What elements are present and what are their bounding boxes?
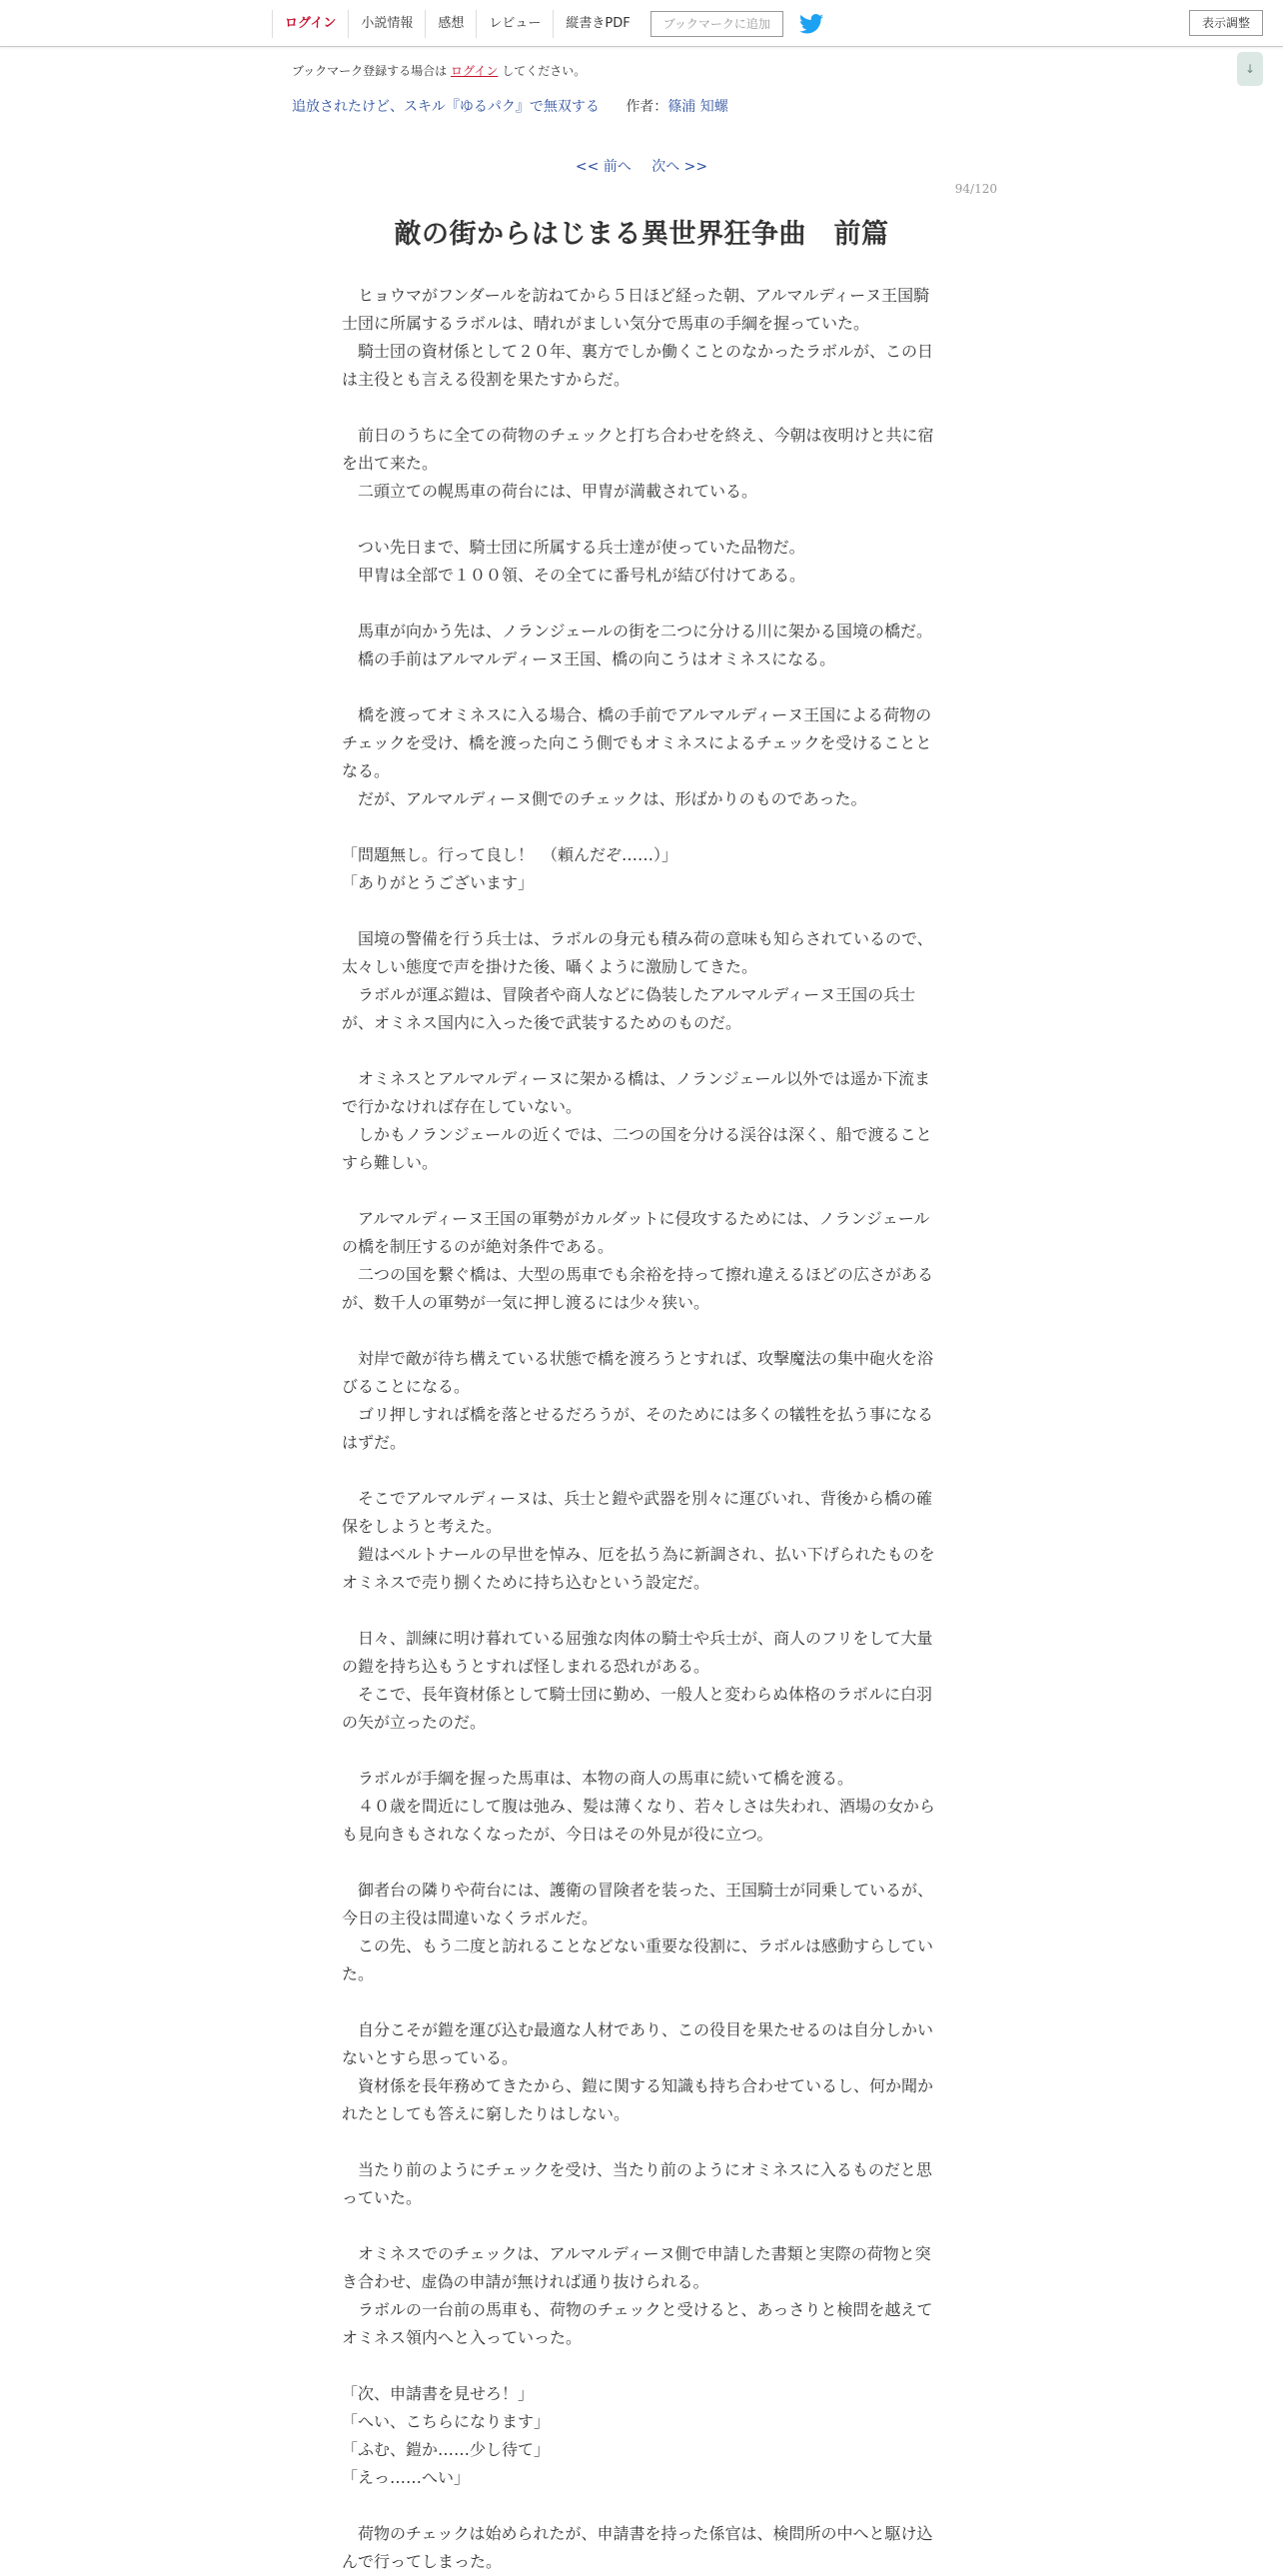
blank-line: [342, 1317, 935, 1345]
login-note-before: ブックマーク登録する場合は: [292, 64, 448, 78]
login-note-link[interactable]: ログイン: [451, 64, 499, 78]
blank-line: [342, 1597, 935, 1625]
blank-line: [342, 897, 935, 925]
bookmark-login-note: [292, 62, 586, 79]
body-paragraph: 御者台の隣りや荷台には、護衛の冒険者を装った、王国騎士が同乗しているが、今日の主役は間違いなくラボルだ。: [342, 1881, 934, 1928]
body-paragraph: 橋を渡ってオミネスに入る場合、橋の手前でアルマルディーヌ王国による荷物のチェックを受け、橋を渡った向こう側でもオミネスによるチェックを受けることとなる。: [342, 705, 932, 780]
login-note-after: してください。: [502, 64, 587, 78]
body-paragraph: 「ふむ、鎧か……少し待て」: [342, 2440, 551, 2459]
body-paragraph: この先、もう二度と訪れることなどない重要な役割に、ラボルは感動すらしていた。: [342, 1936, 934, 1983]
blank-line: [342, 1177, 935, 1205]
scroll-down-button[interactable]: ↓: [1237, 52, 1263, 86]
body-paragraph: 当たり前のようにチェックを受け、当たり前のようにオミネスに入るものだと思っていた。: [342, 2160, 932, 2207]
body-paragraph: 自分こそが鎧を運び込む最適な人材であり、この役目を果たせるのは自分しかいないとすら思っている。: [342, 2020, 934, 2067]
body-paragraph: 甲冑は全部で１００領、その全てに番号札が結び付けてある。: [342, 566, 806, 585]
next-episode-link[interactable]: 次へ >>: [651, 159, 708, 175]
body-paragraph: ４０歳を間近にして腹は弛み、髪は薄くなり、若々しさは失われ、酒場の女からも見向きもされなくなったが、今日はその外見が役に立つ。: [342, 1797, 935, 1844]
body-paragraph: 騎士団の資材係として２０年、裏方でしか働くことのなかったラボルが、この日は主役とも言える役割を果たすからだ。: [342, 342, 934, 389]
body-paragraph: 「問題無し。行って良し！ （頼んだぞ……）」: [342, 845, 678, 864]
novel-title-link[interactable]: 追放されたけど、スキル『ゆるパク』で無双する: [292, 99, 600, 115]
display-settings-button[interactable]: 表示調整: [1189, 10, 1263, 36]
body-paragraph: 日々、訓練に明け暮れている屈強な肉体の騎士や兵士が、商人のフリをして大量の鎧を持ち込もうとすれば怪しまれる恐れがある。: [342, 1629, 933, 1676]
body-paragraph: だが、アルマルディーヌ側でのチェックは、形ばかりのものであった。: [342, 789, 867, 808]
body-paragraph: 馬車が向かう先は、ノランジェールの街を二つに分ける川に架かる国境の橋だ。: [342, 622, 932, 641]
body-paragraph: ラボルの一台前の馬車も、荷物のチェックと受けると、あっさりと検問を越えてオミネス領内へと入っていった。: [342, 2300, 933, 2347]
body-paragraph: 二つの国を繋ぐ橋は、大型の馬車でも余裕を持って擦れ違えるほどの広さがあるが、数千人の軍勢が一気に押し渡るには少々狭い。: [342, 1265, 934, 1312]
episode-number: 94/120: [954, 182, 997, 196]
twitter-bird-icon[interactable]: [799, 14, 823, 34]
add-bookmark-button[interactable]: ブックマークに追加: [650, 11, 783, 37]
body-paragraph: オミネスとアルマルディーヌに架かる橋は、ノランジェール以外では遥か下流まで行かなければ存在していない。: [342, 1069, 931, 1116]
body-paragraph: ヒョウマがフンダールを訪ねてから５日ほど経った朝、アルマルディーヌ王国騎士団に所属するラボルは、晴れがましい気分で馬車の手綱を握っていた。: [342, 286, 930, 333]
body-paragraph: 「えっ……へい」: [342, 2468, 471, 2487]
body-paragraph: 前日のうちに全ての荷物のチェックと打ち合わせを終え、今朝は夜明けと共に宿を出て来た。: [342, 426, 934, 473]
body-paragraph: アルマルディーヌ王国の軍勢がカルダットに侵攻するためには、ノランジェールの橋を制圧するのが絶対条件である。: [342, 1209, 930, 1256]
blank-line: [342, 1037, 935, 1065]
blank-line: [342, 394, 935, 422]
blank-line: [342, 2352, 935, 2380]
blank-line: [342, 1737, 935, 1765]
body-paragraph: 「次、申請書を見せろ！」: [342, 2384, 535, 2403]
body-paragraph: そこで、長年資材係として騎士団に勤め、一般人と変わらぬ体格のラボルに白羽の矢が立ったのだ。: [342, 1685, 933, 1732]
body-paragraph: 二頭立ての幌馬車の荷台には、甲冑が満載されている。: [342, 482, 758, 501]
blank-line: [342, 1988, 935, 2016]
body-paragraph: 資材係を長年務めてきたから、鎧に関する知識も持ち合わせているし、何か聞かれたとしても答えに窮したりはしない。: [342, 2076, 934, 2123]
blank-line: [342, 2128, 935, 2156]
blank-line: [342, 813, 935, 841]
blank-line: [342, 590, 935, 618]
novel-body: [342, 282, 935, 2576]
body-paragraph: ラボルが手綱を握った馬車は、本物の商人の馬車に続いて橋を渡る。: [342, 1769, 854, 1788]
body-paragraph: ゴリ押しすれば橋を落とせるだろうが、そのためには多くの犠牲を払う事になるはずだ。: [342, 1405, 934, 1452]
nav-review[interactable]: レビュー: [476, 10, 553, 38]
blank-line: [342, 673, 935, 701]
body-paragraph: オミネスでのチェックは、アルマルディーヌ側で申請した書類と実際の荷物と突き合わせ、虚偽の申請が無ければ通り抜けられる。: [342, 2244, 931, 2291]
prev-episode-link[interactable]: << 前へ: [575, 159, 632, 175]
author-name-link[interactable]: 篠浦 知螺: [667, 99, 728, 115]
body-paragraph: 「ありがとうございます」: [342, 873, 535, 892]
body-paragraph: 対岸で敵が待ち構えている状態で橋を渡ろうとすれば、攻撃魔法の集中砲火を浴びることになる。: [342, 1349, 934, 1396]
body-paragraph: そこでアルマルディーヌは、兵士と鎧や武器を別々に運びいれ、背後から橋の確保をしようと考えた。: [342, 1489, 933, 1536]
body-paragraph: 橋の手前はアルマルディーヌ王国、橋の向こうはオミネスになる。: [342, 649, 836, 668]
blank-line: [342, 1849, 935, 1877]
top-header: [0, 0, 1283, 47]
body-paragraph: ラボルが運ぶ鎧は、冒険者や商人などに偽装したアルマルディーヌ王国の兵士が、オミネス国内に入った後で武装するためのものだ。: [342, 985, 916, 1032]
body-paragraph: 「へい、こちらになります」: [342, 2412, 551, 2431]
body-paragraph: つい先日まで、騎士団に所属する兵士達が使っていた品物だ。: [342, 538, 805, 557]
blank-line: [342, 1457, 935, 1485]
nav-vertical-pdf[interactable]: 縦書きPDF: [553, 10, 642, 38]
top-nav: [272, 10, 823, 38]
body-paragraph: 国境の警備を行う兵士は、ラボルの身元も積み荷の意味も知らされているので、太々しい態度で声を掛けた後、囁くように激励してきた。: [342, 929, 933, 976]
nav-impressions[interactable]: 感想: [425, 10, 476, 38]
blank-line: [342, 2212, 935, 2240]
body-paragraph: 鎧はベルトナールの早世を悼み、厄を払う為に新調され、払い下げられたものをオミネスで売り捌くために持ち込むという設定だ。: [342, 1545, 935, 1592]
chapter-title: 敵の街からはじまる異世界狂争曲 前篇: [394, 219, 889, 250]
body-paragraph: 荷物のチェックは始められたが、申請書を持った係官は、検問所の中へと駆け込んで行ってしまった。: [342, 2524, 933, 2571]
episode-pager: [0, 156, 1283, 176]
nav-login[interactable]: ログイン: [272, 10, 348, 38]
nav-novel-info[interactable]: 小説情報: [348, 10, 425, 38]
blank-line: [342, 2492, 935, 2520]
blank-line: [342, 506, 935, 534]
author-label: 作者：: [626, 99, 668, 115]
body-paragraph: しかもノランジェールの近くでは、二つの国を分ける渓谷は深く、船で渡ることすら難しい。: [342, 1125, 932, 1172]
novel-info-line: [292, 96, 728, 116]
